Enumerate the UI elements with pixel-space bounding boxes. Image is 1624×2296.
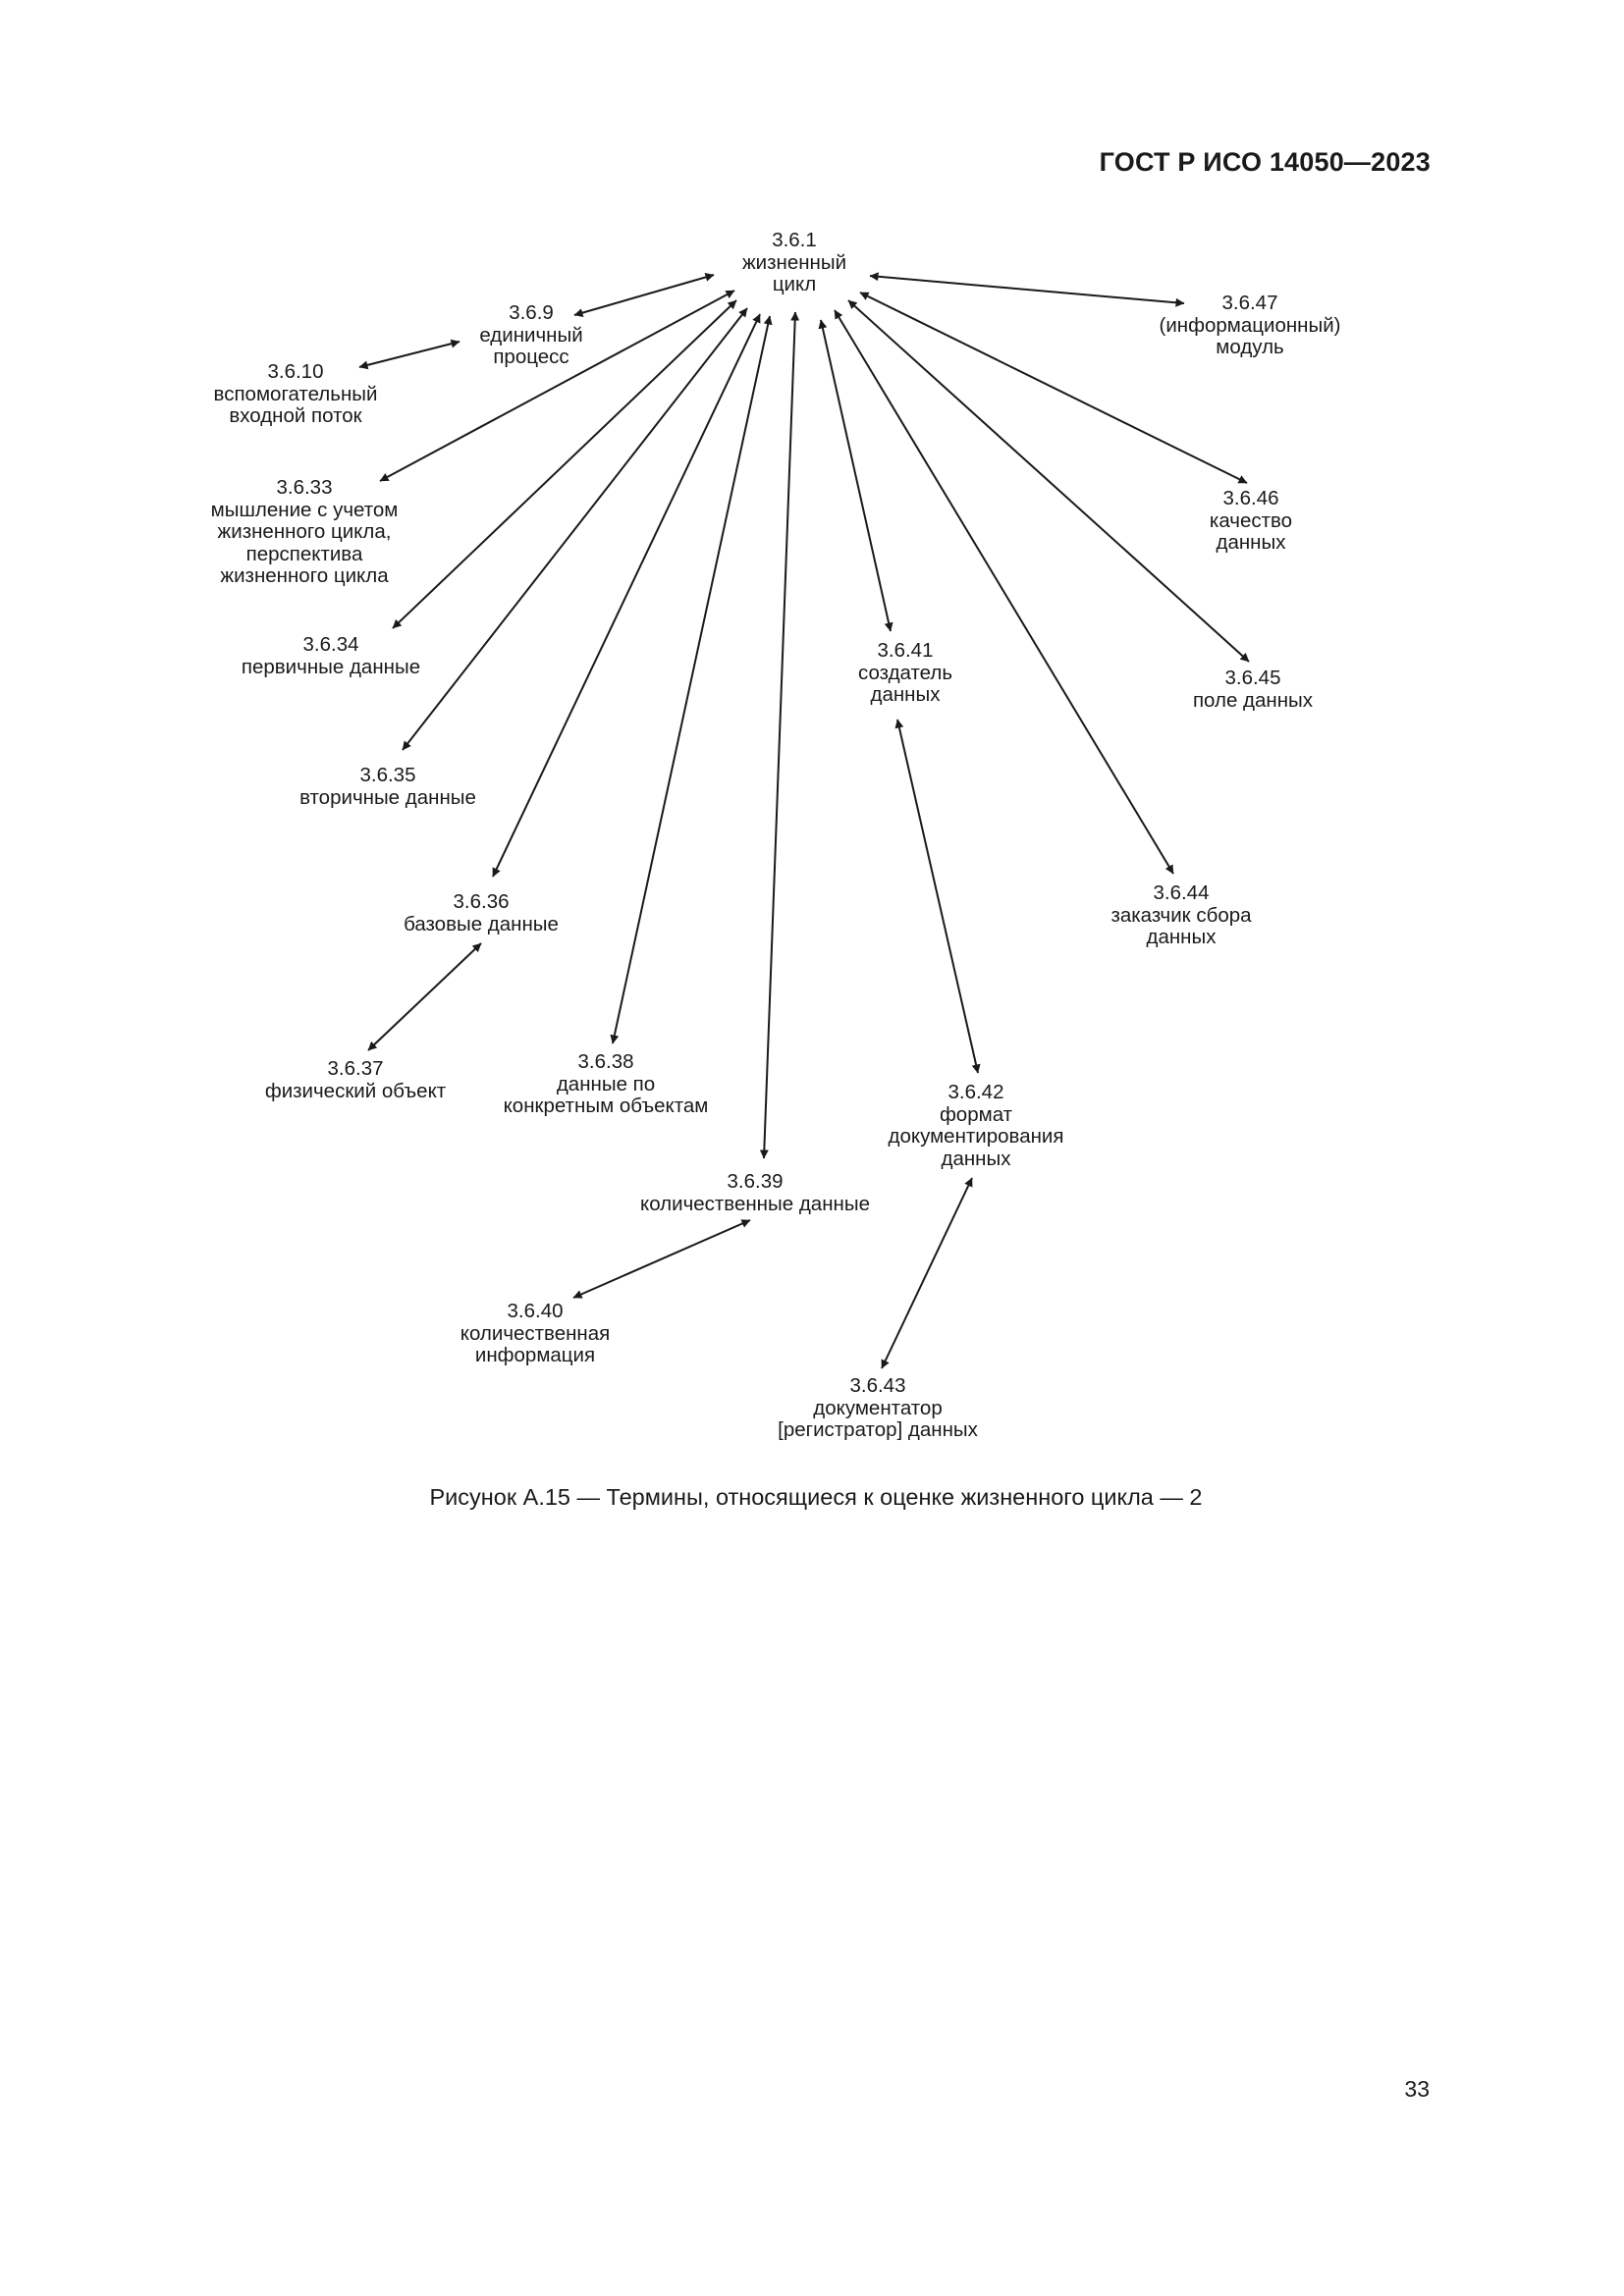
relation-arrow-41-42: [897, 720, 978, 1073]
term-code: 3.6.40: [507, 1300, 564, 1322]
term-label: базовые данные: [404, 912, 559, 935]
relation-arrow-42-43: [882, 1178, 972, 1368]
term-node-36: [404, 891, 559, 935]
term-label: первичные данные: [241, 655, 421, 678]
term-label: вторичные данные: [299, 785, 476, 809]
term-label: поле данных: [1192, 688, 1314, 712]
term-code: 3.6.44: [1153, 881, 1210, 904]
term-code: 3.6.43: [849, 1374, 906, 1397]
term-label: создатель данных: [857, 661, 953, 706]
term-label: жизненный цикл: [741, 250, 847, 295]
term-code: 3.6.46: [1222, 487, 1279, 509]
relation-arrow-1-35: [403, 308, 747, 750]
term-label: качество данных: [1209, 508, 1293, 554]
term-label: единичный процесс: [479, 323, 583, 368]
term-code: 3.6.39: [727, 1170, 784, 1193]
term-code: 3.6.1: [772, 229, 817, 251]
term-node-34: [242, 634, 420, 678]
term-label: данные по конкретным объектам: [503, 1072, 709, 1117]
term-node-39: [640, 1171, 870, 1215]
term-code: 3.6.37: [327, 1057, 384, 1080]
term-label: количественная информация: [460, 1321, 611, 1366]
relation-arrow-1-41: [821, 320, 891, 631]
term-code: 3.6.38: [577, 1050, 634, 1073]
page-number: 33: [1404, 2076, 1430, 2102]
relation-arrow-1-9: [574, 275, 714, 315]
term-node-47: [1159, 293, 1340, 359]
term-code: 3.6.41: [877, 639, 934, 662]
relation-arrow-1-44: [835, 310, 1173, 874]
relation-arrow-1-47: [870, 276, 1184, 303]
term-label: заказчик сбора данных: [1110, 903, 1252, 948]
term-node-42: [889, 1082, 1064, 1170]
term-node-38: [504, 1051, 709, 1118]
relation-arrow-1-39: [764, 312, 795, 1158]
term-label: мышление с учетом жизненного цикла, перспектива жизненного цикла: [210, 498, 399, 587]
relation-arrow-1-38: [613, 316, 770, 1043]
term-code: 3.6.10: [267, 360, 324, 383]
term-node-10: [214, 361, 378, 428]
document-header: ГОСТ Р ИСО 14050—2023: [1099, 147, 1431, 177]
term-label: документатор [регистратор] данных: [778, 1396, 978, 1441]
term-node-37: [265, 1058, 446, 1102]
term-node-41: [858, 640, 952, 707]
term-code: 3.6.9: [509, 301, 554, 324]
term-node-40: [460, 1301, 611, 1367]
term-code: 3.6.34: [302, 633, 359, 656]
term-node-1: [742, 230, 846, 296]
term-code: 3.6.45: [1224, 667, 1281, 689]
term-node-46: [1210, 488, 1292, 555]
figure-caption: Рисунок А.15 — Термины, относящиеся к оценке жизненного цикла — 2: [429, 1484, 1203, 1510]
term-node-43: [778, 1375, 978, 1442]
term-label: вспомогательный входной поток: [213, 382, 378, 427]
term-code: 3.6.35: [359, 764, 416, 786]
term-code: 3.6.42: [947, 1081, 1004, 1103]
term-code: 3.6.47: [1221, 292, 1278, 314]
term-label: (информационный) модуль: [1159, 313, 1341, 358]
term-label: физический объект: [264, 1079, 447, 1102]
term-label: количественные данные: [640, 1192, 870, 1215]
term-label: формат документирования данных: [888, 1102, 1064, 1170]
relation-arrow-36-37: [368, 943, 481, 1050]
term-code: 3.6.36: [453, 890, 510, 913]
term-node-9: [479, 302, 582, 369]
term-node-45: [1193, 667, 1313, 712]
term-node-33: [211, 477, 399, 588]
relation-arrow-39-40: [573, 1220, 750, 1298]
term-node-44: [1110, 882, 1251, 949]
term-code: 3.6.33: [276, 476, 333, 499]
term-node-35: [299, 765, 476, 809]
